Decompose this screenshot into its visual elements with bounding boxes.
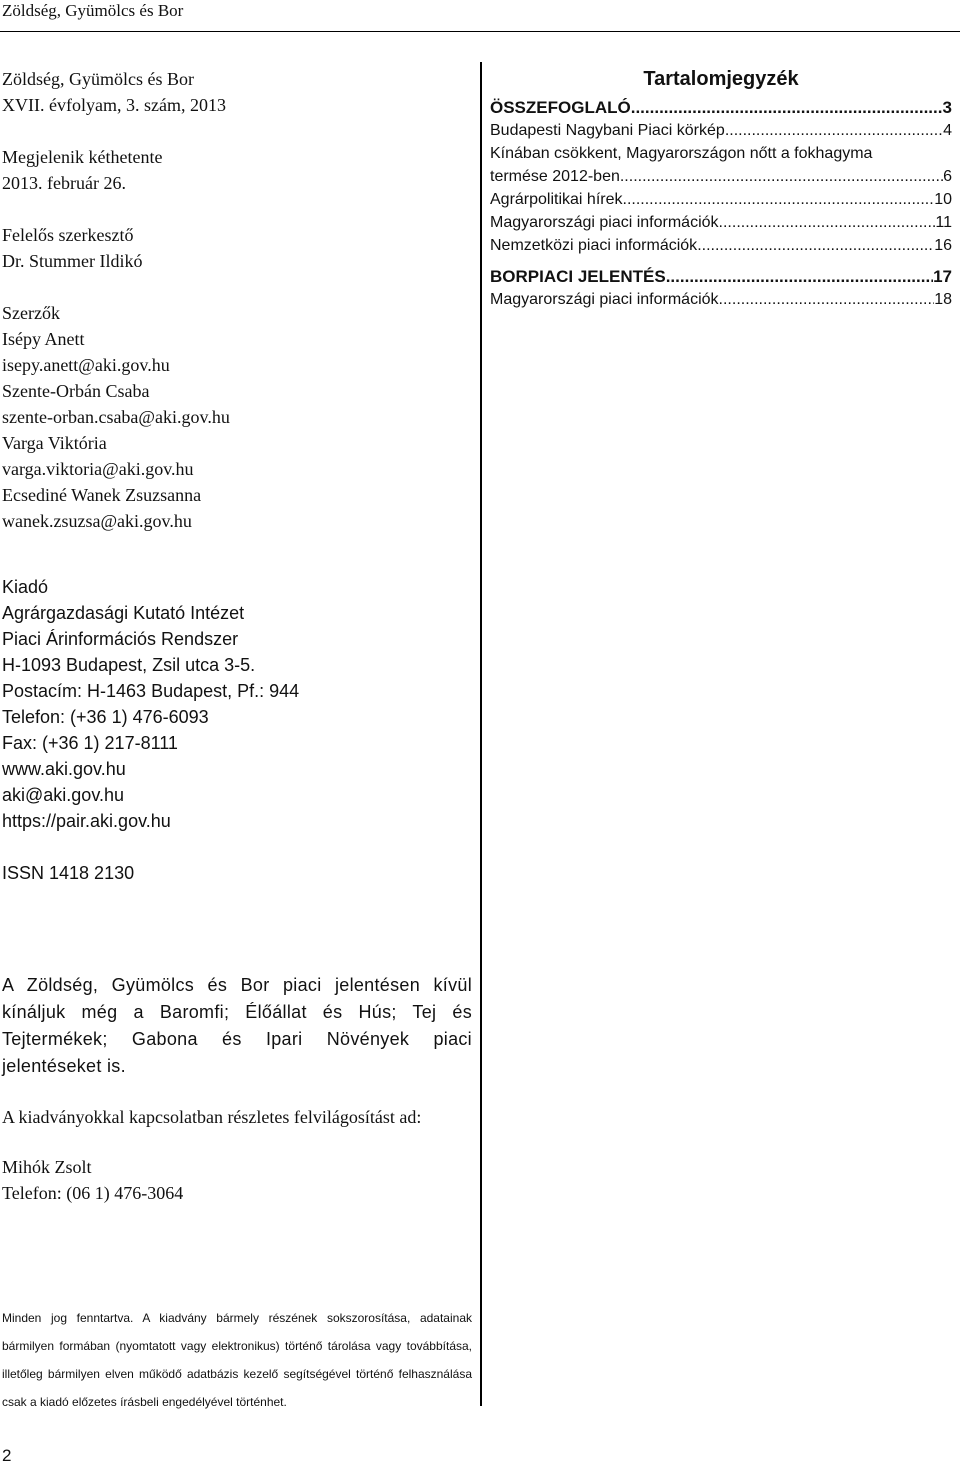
contact-phone: Telefon: (06 1) 476-3064 xyxy=(2,1183,184,1203)
toc-entry-label: Nemzetközi piaci információk xyxy=(490,237,698,254)
publisher-line: Postacím: H-1463 Budapest, Pf.: 944 xyxy=(2,681,300,701)
author-email[interactable]: szente-orban.csaba@aki.gov.hu xyxy=(2,407,230,427)
publisher-line: Piaci Árinformációs Rendszer xyxy=(2,629,239,649)
publisher-label: Kiadó xyxy=(2,577,49,597)
frequency: Megjelenik kéthetente xyxy=(2,147,163,167)
author-email[interactable]: isepy.anett@aki.gov.hu xyxy=(2,355,170,375)
publisher-block xyxy=(2,574,472,886)
toc-entry-page: 11 xyxy=(935,214,952,231)
toc-entry-page: 6 xyxy=(943,168,952,185)
legal-block xyxy=(2,1304,472,1416)
author-name: Isépy Anett xyxy=(2,329,85,349)
publisher-line: Fax: (+36 1) 217-8111 xyxy=(2,733,178,753)
toc-title: Tartalomjegyzék xyxy=(643,68,799,90)
publisher-line: Telefon: (+36 1) 476-6093 xyxy=(2,707,209,727)
toc-entry[interactable] xyxy=(490,188,952,211)
toc-entry[interactable] xyxy=(490,288,952,311)
toc-entry-label: BORPIACI JELENTÉS xyxy=(490,267,666,286)
left-column xyxy=(2,66,472,1416)
toc-entry-label-line1: Kínában csökkent, Magyarországon nőtt a fokhagyma xyxy=(490,145,873,162)
editor-label: Felelős szerkesztő xyxy=(2,225,134,245)
toc-entry-page: 18 xyxy=(934,291,952,308)
toc-entry[interactable] xyxy=(490,265,952,288)
toc-entry-page: 16 xyxy=(934,237,952,254)
promo-text: A Zöldség, Gyümölcs és Bor piaci jelentésen kívül kínáljuk még a Baromfi; Élőállat és Hús; Tej és Tejtermékek; Gabona és Ipari Növények piaci jelentéseket is. xyxy=(2,975,472,1076)
author-name: Varga Viktória xyxy=(2,433,107,453)
toc-entry-label: Magyarországi piaci információk xyxy=(490,291,719,308)
toc-entry-page: 17 xyxy=(933,267,952,286)
page-number: 2 xyxy=(2,1446,12,1465)
issue-info: XVII. évfolyam, 3. szám, 2013 xyxy=(2,95,226,115)
toc-entry-page: 10 xyxy=(934,191,952,208)
publisher-line: Agrárgazdasági Kutató Intézet xyxy=(2,603,245,623)
promo-block xyxy=(2,972,472,1206)
toc-entry-page: 3 xyxy=(942,98,952,117)
toc-entry[interactable] xyxy=(490,211,952,234)
author-email[interactable]: wanek.zsuzsa@aki.gov.hu xyxy=(2,511,192,531)
toc-entry-label: ÖSSZEFOGLALÓ xyxy=(490,98,631,117)
masthead xyxy=(2,66,472,534)
toc-entry-label: Agrárpolitikai hírek xyxy=(490,191,623,208)
author-name: Ecsediné Wanek Zsuzsanna xyxy=(2,485,202,505)
toc-entry-label: Magyarországi piaci információk xyxy=(490,214,719,231)
author-name: Szente-Orbán Csaba xyxy=(2,381,150,401)
pair-link[interactable]: https://pair.aki.gov.hu xyxy=(2,811,171,831)
author-email[interactable]: varga.viktoria@aki.gov.hu xyxy=(2,459,194,479)
publication-date: 2013. február 26. xyxy=(2,173,126,193)
toc-entry[interactable] xyxy=(490,119,952,142)
column-divider xyxy=(480,62,482,1406)
legal-text: Minden jog fenntartva. A kiadvány bármely részének sokszorosítása, adatainak bármilyen formában (nyomtatott vagy elektronikus) történő tárolása vagy továbbítása, illetőleg bármilyen elven működő adatbázis kezelő segítségével történő felhasználása csak a kiadó előzetes írásbeli engedélyével történhet. xyxy=(2,1311,472,1409)
issn: ISSN 1418 2130 xyxy=(2,863,135,883)
toc-entry[interactable] xyxy=(490,142,952,188)
email-link[interactable]: aki@aki.gov.hu xyxy=(2,785,125,805)
website-link[interactable]: www.aki.gov.hu xyxy=(2,759,126,779)
toc-entry[interactable] xyxy=(490,234,952,257)
running-title: Zöldség, Gyümölcs és Bor xyxy=(2,1,184,20)
toc-entry-label: termése 2012-ben xyxy=(490,168,620,185)
running-head xyxy=(0,0,960,32)
publication-title: Zöldség, Gyümölcs és Bor xyxy=(2,69,194,89)
toc-entry-label: Budapesti Nagybani Piaci körkép xyxy=(490,122,725,139)
table-of-contents xyxy=(490,66,952,311)
toc-entry-page: 4 xyxy=(943,122,952,139)
contact-name: Mihók Zsolt xyxy=(2,1157,92,1177)
toc-entry[interactable] xyxy=(490,96,952,119)
editor-name: Dr. Stummer Ildikó xyxy=(2,251,143,271)
authors-label: Szerzők xyxy=(2,303,60,323)
contact-intro: A kiadványokkal kapcsolatban részletes felvilágosítást ad: xyxy=(2,1107,422,1127)
publisher-line: H-1093 Budapest, Zsil utca 3-5. xyxy=(2,655,256,675)
